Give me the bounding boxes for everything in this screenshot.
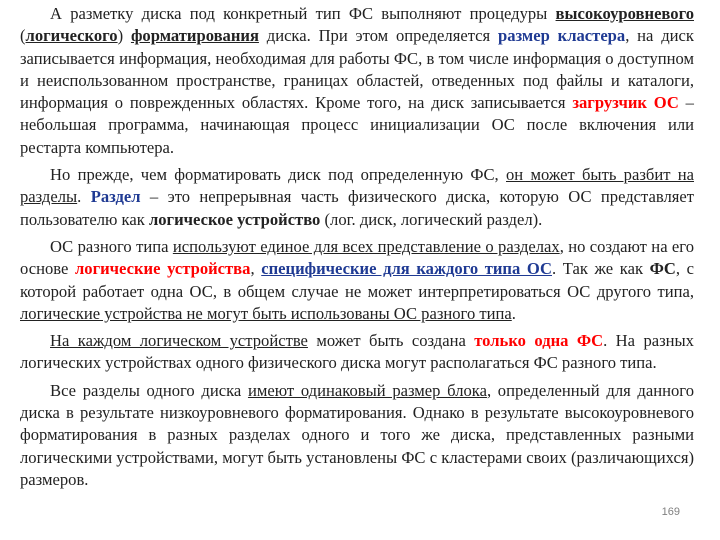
text-run: . — [511, 303, 516, 323]
emphasized-text: логического — [25, 26, 118, 46]
emphasized-text: специфические для каждого типа ОС — [261, 259, 553, 279]
emphasized-text: только одна ФС — [474, 331, 604, 351]
text-run: . На разных логических устройствах одного физического диска могут располагаться ФС разного типа. — [20, 331, 694, 373]
emphasized-text: На каждом логическом устройстве — [50, 331, 308, 351]
text-run: ( — [20, 26, 26, 46]
page-number: 169 — [661, 505, 680, 518]
text-run: диска. При этом определяется — [258, 26, 498, 46]
paragraph — [20, 164, 694, 231]
text-run: . Так же как — [552, 259, 650, 279]
emphasized-text: он может быть разбит на разделы — [20, 165, 695, 207]
text-run: , с которой работает одна ОС, в общем случае не может интерпретироваться ОС другого типа, — [20, 259, 695, 301]
emphasized-text: логическое устройство — [148, 209, 321, 229]
emphasized-text: Раздел — [90, 187, 141, 207]
paragraph — [20, 330, 694, 375]
text-run: ) — [117, 26, 131, 46]
paragraph — [20, 236, 694, 325]
paragraph — [20, 380, 694, 491]
text-run: . — [77, 187, 91, 207]
emphasized-text: имеют одинаковый размер блока — [247, 380, 487, 400]
text-run: может быть создана — [307, 331, 475, 351]
text-run: , — [250, 259, 262, 279]
text-run: Все разделы одного диска — [50, 380, 248, 400]
emphasized-text: логические устройства не могут быть использованы ОС разного типа — [20, 303, 512, 323]
text-run: – небольшая программа, начинающая процесс инициализации ОС после включения или рестарта компьютера. — [20, 93, 694, 157]
text-run: , на диск записывается информация, необходимая для работы ФС, в том числе информация о доступном и неиспользованном пространстве, границах областей, отведенных под файлы и каталоги, информация о поврежденных областях. Кроме того, на диск записывается — [20, 26, 694, 113]
text-run: (лог. диск, логический раздел). — [320, 209, 543, 229]
text-run: , определенный для данного диска в результате низкоуровневого форматирования. Однако в результате высокоуровневого форматирования в разных разделах одного и того же диска, представленных разными логическими устройствами, могут быть установлены ФС с кластерами своих (различающихся) размеров. — [20, 380, 694, 489]
text-run: А разметку диска под конкретный тип ФС выполняют процедуры — [50, 4, 556, 23]
emphasized-text: размер кластера — [497, 26, 626, 46]
text-run: – это непрерывная часть физического диска, которую ОС представляет пользователю как — [20, 187, 695, 229]
emphasized-text: высокоуровневого — [555, 4, 694, 23]
body-text — [20, 3, 694, 491]
text-run: ОС разного типа — [50, 236, 173, 256]
emphasized-text: загрузчик ОС — [572, 93, 679, 113]
emphasized-text: ФС — [649, 259, 676, 279]
text-run: Но прежде, чем форматировать диск под определенную ФС, — [50, 165, 506, 185]
text-run: , но создают на его основе — [20, 236, 694, 279]
emphasized-text: форматирования — [130, 26, 259, 46]
paragraph — [20, 3, 694, 159]
emphasized-text: логические устройства — [74, 259, 251, 279]
emphasized-text: используют единое для всех представление о разделах — [172, 236, 560, 256]
